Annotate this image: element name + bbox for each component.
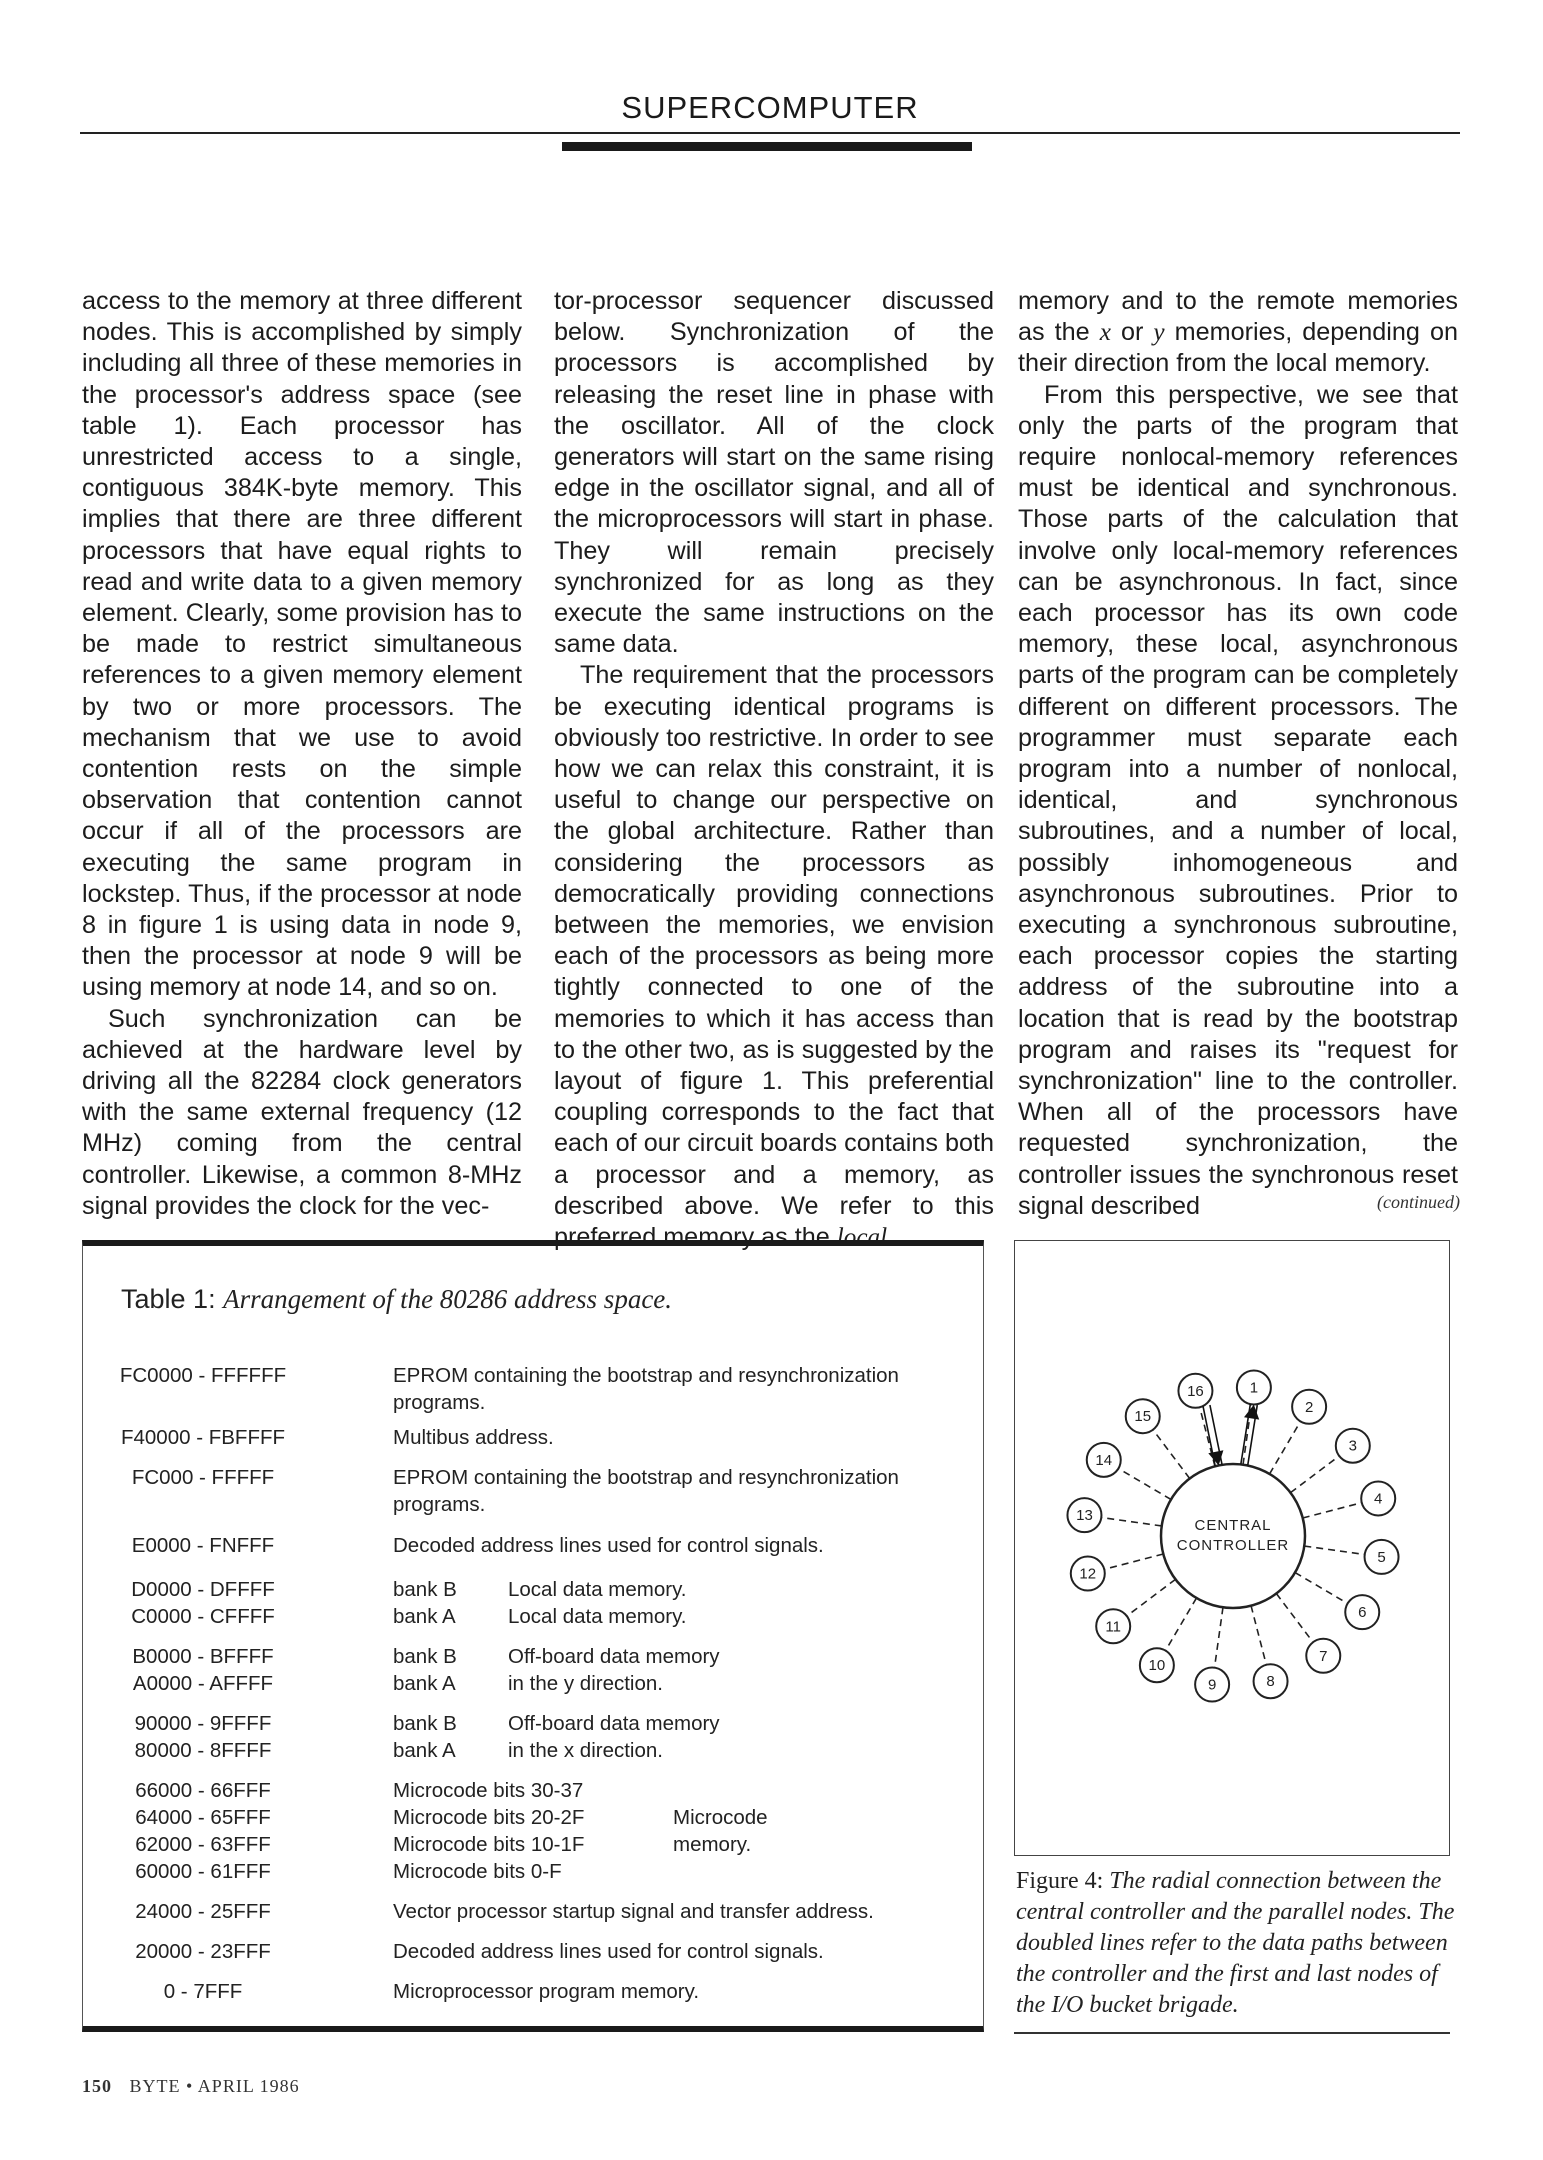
figure-caption	[1016, 1866, 1456, 2021]
address-range: FC000 - FFFFF	[131, 1466, 275, 1489]
microcode-group-label: Microcode	[673, 1806, 768, 1829]
row-description: Microprocessor program memory.	[393, 1980, 700, 2003]
address-range: C0000 - CFFFF	[131, 1605, 275, 1628]
node-number-label: 8	[1266, 1673, 1275, 1691]
text-run: memories, depending on their direction from the local memory.	[1018, 318, 1458, 378]
italic-word: local	[836, 1224, 888, 1252]
node-number-label: 2	[1304, 1398, 1314, 1416]
figure-label: Figure 4:	[1016, 1868, 1104, 1894]
row-description: Local data memory.	[508, 1605, 687, 1628]
bank-label: bank A	[393, 1605, 456, 1628]
node-number-label: 6	[1358, 1604, 1367, 1622]
bank-label: bank A	[393, 1739, 456, 1762]
paragraph: From this perspective, we see that only the parts of the program that require nonlocal-memory references must be identical and synchronous. Those parts of the calculation that involve only local-memory references can be asynchronous. In fact, since each processor has its own code memory, these local, asynchronous parts of the program can be completely different on different processors. The programmer must separate each program into a number of nonlocal, identical, and synchronous subroutines, and a number of local, possibly inhomogeneous and asynchronous subroutines. Prior to executing a synchronous subroutine, each processor copies the starting address of the subroutine into a location that is read by the bootstrap program and raises its "request for synchronization" line to the controller. When all of the processors have requested synchronization, the controller issues the synchronous reset signal described	[1018, 380, 1458, 1220]
figure-4-diagram	[1014, 1240, 1450, 1856]
address-range: A0000 - AFFFF	[132, 1672, 274, 1695]
microcode-bits: Microcode bits 30-37	[393, 1779, 584, 1802]
node-number-label: 12	[1079, 1565, 1097, 1583]
address-range: F40000 - FBFFFF	[120, 1426, 286, 1449]
node-number-label: 3	[1348, 1437, 1357, 1455]
node-number-label: 11	[1105, 1618, 1121, 1636]
row-description: Decoded address lines used for control signals.	[393, 1940, 824, 1963]
microcode-bits: Microcode bits 20-2F	[393, 1806, 585, 1829]
connection-spoke	[1118, 1468, 1171, 1499]
address-range: B0000 - BFFFF	[132, 1645, 274, 1668]
bank-label: bank B	[393, 1645, 457, 1668]
address-range: D0000 - DFFFF	[131, 1578, 275, 1601]
row-description: in the y direction.	[508, 1672, 663, 1695]
text-column-1	[82, 286, 522, 1222]
row-description: Off-board data memory	[508, 1645, 720, 1668]
header-rule	[80, 132, 1460, 134]
address-range: 20000 - 23FFF	[135, 1940, 271, 1963]
table-caption-text: Arrangement of the 80286 address space.	[223, 1284, 673, 1314]
node-number-label: 7	[1319, 1647, 1328, 1665]
address-range: 80000 - 8FFFF	[134, 1739, 272, 1762]
connection-spoke	[1295, 1573, 1348, 1604]
node-number-label: 5	[1377, 1548, 1386, 1566]
node-number-label: 9	[1207, 1676, 1217, 1694]
connection-spoke	[1165, 1598, 1196, 1651]
connection-spoke	[1101, 1517, 1161, 1525]
node-number-label: 10	[1148, 1657, 1166, 1675]
row-description: Multibus address.	[393, 1426, 554, 1449]
connection-spoke	[1291, 1456, 1340, 1493]
bank-label: bank B	[393, 1578, 457, 1601]
paragraph: tor-processor sequencer discussed below. Synchronization of the processors is accomplished by releasing the reset line in phase with the oscillator. All of the clock generators will start on the same rising edge in the oscillator signal, and all of the microprocessors will start in phase. They will remain precisely synchronized for as long as they execute the same instructions on the same data.	[554, 287, 994, 659]
row-description: Vector processor startup signal and transfer address.	[393, 1900, 874, 1923]
table-caption	[121, 1284, 672, 1315]
address-range: FC0000 - FFFFFF	[119, 1364, 287, 1387]
row-description: EPROM containing the bootstrap and resynchronization programs.	[393, 1466, 899, 1516]
bank-label: bank B	[393, 1712, 457, 1735]
paragraph	[1018, 286, 1458, 380]
node-number-label: 14	[1095, 1451, 1113, 1469]
node-number-label: 13	[1076, 1507, 1093, 1525]
central-controller-label-2: CONTROLLER	[1176, 1537, 1290, 1554]
connection-spoke	[1270, 1421, 1301, 1474]
magazine-issue: BYTE • APRIL 1986	[129, 2076, 300, 2096]
microcode-bits: Microcode bits 10-1F	[393, 1833, 585, 1856]
node-number-label: 16	[1187, 1382, 1204, 1400]
microcode-group-label: memory.	[673, 1833, 752, 1856]
bank-label: bank A	[393, 1672, 456, 1695]
page-footer	[82, 2076, 300, 2097]
address-range: 62000 - 63FFF	[135, 1833, 271, 1856]
row-description: Decoded address lines used for control signals.	[393, 1534, 824, 1557]
figure-bottom-rule	[1014, 2032, 1450, 2034]
italic-y: y	[1153, 319, 1165, 347]
continued-note: (continued)	[1377, 1192, 1460, 1212]
connection-spoke	[1127, 1579, 1176, 1616]
header-thick-bar	[562, 142, 972, 151]
row-description: in the x direction.	[508, 1739, 663, 1762]
row-description: Local data memory.	[508, 1578, 687, 1601]
node-number-label: 4	[1374, 1490, 1383, 1508]
address-range: 60000 - 61FFF	[135, 1860, 271, 1883]
radial-connection-diagram	[1015, 1241, 1449, 1855]
italic-x: x	[1099, 319, 1111, 347]
central-controller-node	[1161, 1464, 1305, 1608]
connection-spoke	[1153, 1430, 1190, 1479]
page-header-title: SUPERCOMPUTER	[621, 90, 919, 125]
connection-spoke	[1214, 1607, 1222, 1667]
node-number-label: 1	[1249, 1379, 1259, 1397]
page-number: 150	[82, 2076, 112, 2096]
row-description: Off-board data memory	[508, 1712, 720, 1735]
connection-spoke	[1276, 1594, 1313, 1643]
figure-caption-text: The radial connection between the central controller and the parallel nodes. The doubled lines refer to the data paths between the controller and the first and last nodes of the I/O bucket brigade.	[1016, 1868, 1455, 2018]
address-space-table	[82, 1240, 984, 2032]
connection-spoke	[1251, 1606, 1266, 1665]
text-run: or	[1110, 318, 1154, 347]
paragraph: access to the memory at three different nodes. This is accomplished by simply including all three of these memories in the processor's address space (see table 1). Each processor has unrestricted access to a single, contiguous 384K-byte memory. This implies that there are three different processors that have equal rights to read and write data to a given memory element. Clearly, some provision has to be made to restrict simultaneous references to a given memory element by two or more processors. The mechanism that we use to avoid contention rests on the simple observation that contention cannot occur if all of the processors are executing the same program in lockstep. Thus, if the processor at node 8 in figure 1 is using data in node 9, then the processor at node 9 will be using memory at node 14, and so on.	[82, 287, 522, 1002]
text-column-3	[1018, 286, 1458, 1222]
address-range: 24000 - 25FFF	[135, 1900, 271, 1923]
connection-spoke	[1304, 1546, 1364, 1554]
address-range: 0 - 7FFF	[163, 1980, 243, 2003]
address-range: E0000 - FNFFF	[131, 1534, 275, 1557]
text-column-2	[554, 286, 994, 1253]
central-controller-label-1: CENTRAL	[1194, 1517, 1272, 1534]
address-range: 66000 - 66FFF	[135, 1779, 271, 1802]
text-run: memory and to the remote memories as the	[1018, 287, 1458, 347]
node-number-label: 15	[1134, 1408, 1152, 1426]
row-description: EPROM containing the bootstrap and resynchronization programs.	[393, 1364, 899, 1414]
io-data-path-double-lines	[1203, 1404, 1259, 1466]
address-range: 90000 - 9FFFF	[134, 1712, 272, 1735]
paragraph-text: The requirement that the processors be executing identical programs is obviously too restrictive. In order to see how we can relax this constraint, it is useful to change our perspective on the global architecture. Rather than considering the processors as democratically providing connections between the memories, we envision each of the processors as being more tightly connected to one of the memories to which it has access than to the other two, as is suggested by the layout of figure 1. This preferential coupling corresponds to the fact that each of our circuit boards contains both a processor and a memory, as described above. We refer to this preferred memory as the	[554, 661, 994, 1252]
connection-spoke	[1303, 1503, 1362, 1518]
paragraph	[554, 660, 994, 1253]
address-range: 64000 - 65FFF	[135, 1806, 271, 1829]
connection-spoke	[1104, 1554, 1163, 1569]
microcode-bits: Microcode bits 0-F	[393, 1860, 562, 1883]
paragraph: Such synchronization can be achieved at the hardware level by driving all the 82284 clock generators with the same external frequency (12 MHz) coming from the central controller. Likewise, a common 8-MHz signal provides the clock for the vec-	[82, 1004, 522, 1220]
table-label: Table 1:	[121, 1284, 216, 1314]
